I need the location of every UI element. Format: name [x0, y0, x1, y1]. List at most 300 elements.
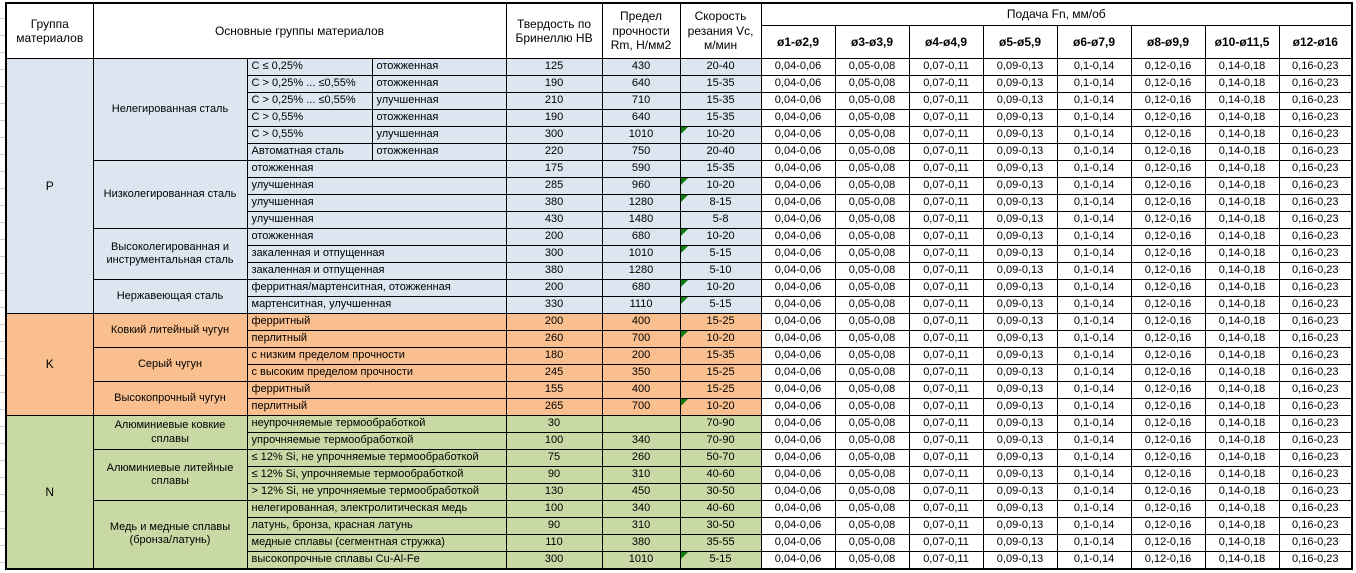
- feed-value-cell[interactable]: 0,05-0,08: [835, 501, 909, 518]
- material-detail-cell[interactable]: неупрочняемые термообработкой: [247, 416, 506, 433]
- feed-value-cell[interactable]: 0,16-0,23: [1279, 178, 1352, 195]
- feed-value-cell[interactable]: 0,09-0,13: [983, 263, 1057, 280]
- feed-value-cell[interactable]: 0,09-0,13: [983, 212, 1057, 229]
- feed-value-cell[interactable]: 0,12-0,16: [1131, 484, 1205, 501]
- feed-value-cell[interactable]: 0,16-0,23: [1279, 110, 1352, 127]
- vc-value-cell[interactable]: 70-90: [680, 433, 761, 450]
- rm-value-cell[interactable]: 640: [602, 76, 680, 93]
- col-header-cutting-speed-vc[interactable]: Скорость резания Vc, м/мин: [680, 3, 761, 59]
- material-detail-cell[interactable]: Автоматная сталь: [247, 144, 372, 161]
- feed-value-cell[interactable]: 0,1-0,14: [1057, 76, 1131, 93]
- feed-value-cell[interactable]: 0,09-0,13: [983, 484, 1057, 501]
- feed-value-cell[interactable]: 0,04-0,06: [761, 110, 835, 127]
- feed-value-cell[interactable]: 0,09-0,13: [983, 518, 1057, 535]
- feed-value-cell[interactable]: 0,05-0,08: [835, 365, 909, 382]
- feed-value-cell[interactable]: 0,07-0,11: [909, 467, 983, 484]
- subgroup-name-cell[interactable]: Высокопрочный чугун: [93, 382, 247, 416]
- material-detail-cell[interactable]: закаленная и отпущенная: [247, 263, 506, 280]
- feed-value-cell[interactable]: 0,09-0,13: [983, 161, 1057, 178]
- material-detail-cell[interactable]: нелегированная, электролитическая медь: [247, 501, 506, 518]
- feed-diameter-header[interactable]: ø6-ø7,9: [1057, 26, 1131, 59]
- vc-value-cell[interactable]: 5-10: [680, 263, 761, 280]
- feed-value-cell[interactable]: 0,1-0,14: [1057, 212, 1131, 229]
- feed-value-cell[interactable]: 0,09-0,13: [983, 144, 1057, 161]
- feed-value-cell[interactable]: 0,07-0,11: [909, 144, 983, 161]
- feed-value-cell[interactable]: 0,09-0,13: [983, 178, 1057, 195]
- subgroup-name-cell[interactable]: Нержавеющая сталь: [93, 280, 247, 314]
- hb-value-cell[interactable]: 90: [506, 518, 602, 535]
- hb-value-cell[interactable]: 265: [506, 399, 602, 416]
- feed-value-cell[interactable]: 0,16-0,23: [1279, 501, 1352, 518]
- vc-value-cell[interactable]: 5-15: [680, 297, 761, 314]
- vc-value-cell[interactable]: 30-50: [680, 518, 761, 535]
- hb-value-cell[interactable]: 100: [506, 433, 602, 450]
- feed-value-cell[interactable]: 0,16-0,23: [1279, 263, 1352, 280]
- subgroup-name-cell[interactable]: Низколегированная сталь: [93, 161, 247, 229]
- feed-value-cell[interactable]: 0,14-0,18: [1205, 127, 1279, 144]
- feed-value-cell[interactable]: 0,04-0,06: [761, 399, 835, 416]
- hb-value-cell[interactable]: 210: [506, 93, 602, 110]
- feed-value-cell[interactable]: 0,12-0,16: [1131, 195, 1205, 212]
- feed-value-cell[interactable]: 0,09-0,13: [983, 93, 1057, 110]
- feed-value-cell[interactable]: 0,1-0,14: [1057, 297, 1131, 314]
- feed-value-cell[interactable]: 0,1-0,14: [1057, 127, 1131, 144]
- vc-value-cell[interactable]: 35-55: [680, 535, 761, 552]
- feed-value-cell[interactable]: 0,05-0,08: [835, 518, 909, 535]
- feed-value-cell[interactable]: 0,16-0,23: [1279, 297, 1352, 314]
- hb-value-cell[interactable]: 190: [506, 76, 602, 93]
- vc-value-cell[interactable]: 40-60: [680, 467, 761, 484]
- feed-value-cell[interactable]: 0,14-0,18: [1205, 450, 1279, 467]
- feed-value-cell[interactable]: 0,09-0,13: [983, 314, 1057, 331]
- feed-value-cell[interactable]: 0,07-0,11: [909, 399, 983, 416]
- material-detail-cell[interactable]: улучшенная: [247, 195, 506, 212]
- vc-value-cell[interactable]: 15-35: [680, 348, 761, 365]
- feed-value-cell[interactable]: 0,14-0,18: [1205, 331, 1279, 348]
- feed-value-cell[interactable]: 0,16-0,23: [1279, 450, 1352, 467]
- feed-value-cell[interactable]: 0,14-0,18: [1205, 467, 1279, 484]
- feed-value-cell[interactable]: 0,05-0,08: [835, 144, 909, 161]
- rm-value-cell[interactable]: 700: [602, 331, 680, 348]
- hb-value-cell[interactable]: 190: [506, 110, 602, 127]
- col-header-hardness-hb[interactable]: Твердость по Бринеллю НВ: [506, 3, 602, 59]
- rm-value-cell[interactable]: 260: [602, 450, 680, 467]
- feed-value-cell[interactable]: 0,09-0,13: [983, 450, 1057, 467]
- vc-value-cell[interactable]: 5-8: [680, 212, 761, 229]
- feed-value-cell[interactable]: 0,12-0,16: [1131, 314, 1205, 331]
- hb-value-cell[interactable]: 30: [506, 416, 602, 433]
- feed-value-cell[interactable]: 0,09-0,13: [983, 331, 1057, 348]
- feed-value-cell[interactable]: 0,1-0,14: [1057, 195, 1131, 212]
- rm-value-cell[interactable]: 1480: [602, 212, 680, 229]
- feed-value-cell[interactable]: 0,09-0,13: [983, 110, 1057, 127]
- feed-value-cell[interactable]: 0,07-0,11: [909, 229, 983, 246]
- rm-value-cell[interactable]: 200: [602, 348, 680, 365]
- feed-value-cell[interactable]: 0,16-0,23: [1279, 144, 1352, 161]
- group-letter-cell[interactable]: K: [6, 314, 93, 416]
- feed-value-cell[interactable]: 0,07-0,11: [909, 331, 983, 348]
- material-detail-cell[interactable]: упрочняемые термообработкой: [247, 433, 506, 450]
- feed-value-cell[interactable]: 0,12-0,16: [1131, 297, 1205, 314]
- material-detail-cell[interactable]: улучшенная: [247, 178, 506, 195]
- feed-value-cell[interactable]: 0,05-0,08: [835, 195, 909, 212]
- subgroup-name-cell[interactable]: Серый чугун: [93, 348, 247, 382]
- feed-value-cell[interactable]: 0,14-0,18: [1205, 552, 1279, 569]
- feed-value-cell[interactable]: 0,14-0,18: [1205, 161, 1279, 178]
- feed-value-cell[interactable]: 0,09-0,13: [983, 382, 1057, 399]
- feed-value-cell[interactable]: 0,16-0,23: [1279, 467, 1352, 484]
- feed-value-cell[interactable]: 0,1-0,14: [1057, 331, 1131, 348]
- feed-value-cell[interactable]: 0,1-0,14: [1057, 110, 1131, 127]
- hb-value-cell[interactable]: 200: [506, 280, 602, 297]
- vc-value-cell[interactable]: 15-35: [680, 161, 761, 178]
- feed-value-cell[interactable]: 0,07-0,11: [909, 501, 983, 518]
- feed-value-cell[interactable]: 0,16-0,23: [1279, 331, 1352, 348]
- material-detail-cell[interactable]: медные сплавы (сегментная стружка): [247, 535, 506, 552]
- feed-value-cell[interactable]: 0,1-0,14: [1057, 314, 1131, 331]
- feed-value-cell[interactable]: 0,07-0,11: [909, 552, 983, 569]
- feed-value-cell[interactable]: 0,1-0,14: [1057, 246, 1131, 263]
- feed-value-cell[interactable]: 0,05-0,08: [835, 59, 909, 76]
- material-state-cell[interactable]: улучшенная: [372, 93, 506, 110]
- feed-value-cell[interactable]: 0,07-0,11: [909, 348, 983, 365]
- feed-value-cell[interactable]: 0,09-0,13: [983, 280, 1057, 297]
- material-detail-cell[interactable]: перлитный: [247, 331, 506, 348]
- feed-value-cell[interactable]: 0,14-0,18: [1205, 280, 1279, 297]
- feed-value-cell[interactable]: 0,14-0,18: [1205, 263, 1279, 280]
- feed-value-cell[interactable]: 0,04-0,06: [761, 246, 835, 263]
- rm-value-cell[interactable]: 1010: [602, 127, 680, 144]
- feed-value-cell[interactable]: 0,09-0,13: [983, 535, 1057, 552]
- hb-value-cell[interactable]: 260: [506, 331, 602, 348]
- feed-value-cell[interactable]: 0,09-0,13: [983, 229, 1057, 246]
- feed-value-cell[interactable]: 0,14-0,18: [1205, 246, 1279, 263]
- material-detail-cell[interactable]: закаленная и отпущенная: [247, 246, 506, 263]
- material-detail-cell[interactable]: с высоким пределом прочности: [247, 365, 506, 382]
- feed-value-cell[interactable]: 0,07-0,11: [909, 314, 983, 331]
- feed-value-cell[interactable]: 0,16-0,23: [1279, 348, 1352, 365]
- hb-value-cell[interactable]: 300: [506, 127, 602, 144]
- feed-value-cell[interactable]: 0,04-0,06: [761, 331, 835, 348]
- feed-value-cell[interactable]: 0,14-0,18: [1205, 297, 1279, 314]
- feed-value-cell[interactable]: 0,14-0,18: [1205, 144, 1279, 161]
- feed-value-cell[interactable]: 0,07-0,11: [909, 263, 983, 280]
- feed-value-cell[interactable]: 0,05-0,08: [835, 76, 909, 93]
- feed-value-cell[interactable]: 0,05-0,08: [835, 280, 909, 297]
- feed-value-cell[interactable]: 0,04-0,06: [761, 263, 835, 280]
- feed-value-cell[interactable]: 0,04-0,06: [761, 467, 835, 484]
- material-detail-cell[interactable]: отожженная: [247, 161, 506, 178]
- feed-value-cell[interactable]: 0,14-0,18: [1205, 212, 1279, 229]
- feed-value-cell[interactable]: 0,1-0,14: [1057, 365, 1131, 382]
- feed-value-cell[interactable]: 0,12-0,16: [1131, 382, 1205, 399]
- feed-value-cell[interactable]: 0,04-0,06: [761, 535, 835, 552]
- vc-value-cell[interactable]: 10-20: [680, 229, 761, 246]
- feed-value-cell[interactable]: 0,16-0,23: [1279, 127, 1352, 144]
- feed-value-cell[interactable]: 0,1-0,14: [1057, 178, 1131, 195]
- hb-value-cell[interactable]: 380: [506, 195, 602, 212]
- vc-value-cell[interactable]: 10-20: [680, 280, 761, 297]
- vc-value-cell[interactable]: 70-90: [680, 416, 761, 433]
- material-detail-cell[interactable]: улучшенная: [247, 212, 506, 229]
- feed-value-cell[interactable]: 0,16-0,23: [1279, 280, 1352, 297]
- subgroup-name-cell[interactable]: Нелегированная сталь: [93, 59, 247, 161]
- feed-value-cell[interactable]: 0,07-0,11: [909, 280, 983, 297]
- feed-value-cell[interactable]: 0,07-0,11: [909, 484, 983, 501]
- feed-value-cell[interactable]: 0,09-0,13: [983, 348, 1057, 365]
- feed-value-cell[interactable]: 0,09-0,13: [983, 297, 1057, 314]
- feed-value-cell[interactable]: 0,1-0,14: [1057, 450, 1131, 467]
- subgroup-name-cell[interactable]: Алюминиевые ковкие сплавы: [93, 416, 247, 450]
- feed-value-cell[interactable]: 0,12-0,16: [1131, 433, 1205, 450]
- material-detail-cell[interactable]: ≤ 12% Si, упрочняемые термообработкой: [247, 467, 506, 484]
- feed-value-cell[interactable]: 0,05-0,08: [835, 212, 909, 229]
- feed-value-cell[interactable]: 0,12-0,16: [1131, 535, 1205, 552]
- feed-value-cell[interactable]: 0,12-0,16: [1131, 93, 1205, 110]
- feed-value-cell[interactable]: 0,07-0,11: [909, 178, 983, 195]
- feed-value-cell[interactable]: 0,04-0,06: [761, 59, 835, 76]
- feed-value-cell[interactable]: 0,04-0,06: [761, 280, 835, 297]
- feed-value-cell[interactable]: 0,04-0,06: [761, 433, 835, 450]
- feed-value-cell[interactable]: 0,07-0,11: [909, 59, 983, 76]
- group-letter-cell[interactable]: P: [6, 59, 93, 314]
- feed-value-cell[interactable]: 0,1-0,14: [1057, 161, 1131, 178]
- material-detail-cell[interactable]: ферритный: [247, 314, 506, 331]
- feed-value-cell[interactable]: 0,1-0,14: [1057, 535, 1131, 552]
- feed-value-cell[interactable]: 0,1-0,14: [1057, 280, 1131, 297]
- material-detail-cell[interactable]: C > 0,25% ... ≤0,55%: [247, 76, 372, 93]
- feed-value-cell[interactable]: 0,09-0,13: [983, 467, 1057, 484]
- feed-value-cell[interactable]: 0,16-0,23: [1279, 93, 1352, 110]
- feed-value-cell[interactable]: 0,14-0,18: [1205, 178, 1279, 195]
- rm-value-cell[interactable]: 430: [602, 59, 680, 76]
- feed-value-cell[interactable]: 0,12-0,16: [1131, 467, 1205, 484]
- hb-value-cell[interactable]: 300: [506, 246, 602, 263]
- feed-value-cell[interactable]: 0,07-0,11: [909, 535, 983, 552]
- feed-value-cell[interactable]: 0,16-0,23: [1279, 552, 1352, 569]
- feed-value-cell[interactable]: 0,05-0,08: [835, 178, 909, 195]
- feed-value-cell[interactable]: 0,05-0,08: [835, 416, 909, 433]
- rm-value-cell[interactable]: [602, 416, 680, 433]
- feed-value-cell[interactable]: 0,14-0,18: [1205, 365, 1279, 382]
- feed-value-cell[interactable]: 0,05-0,08: [835, 450, 909, 467]
- rm-value-cell[interactable]: 340: [602, 433, 680, 450]
- feed-value-cell[interactable]: 0,04-0,06: [761, 229, 835, 246]
- feed-value-cell[interactable]: 0,16-0,23: [1279, 433, 1352, 450]
- feed-value-cell[interactable]: 0,09-0,13: [983, 127, 1057, 144]
- feed-value-cell[interactable]: 0,16-0,23: [1279, 365, 1352, 382]
- hb-value-cell[interactable]: 300: [506, 552, 602, 569]
- feed-value-cell[interactable]: 0,05-0,08: [835, 382, 909, 399]
- feed-value-cell[interactable]: 0,1-0,14: [1057, 399, 1131, 416]
- hb-value-cell[interactable]: 200: [506, 229, 602, 246]
- vc-value-cell[interactable]: 5-15: [680, 552, 761, 569]
- feed-value-cell[interactable]: 0,12-0,16: [1131, 348, 1205, 365]
- hb-value-cell[interactable]: 220: [506, 144, 602, 161]
- feed-value-cell[interactable]: 0,09-0,13: [983, 195, 1057, 212]
- feed-value-cell[interactable]: 0,12-0,16: [1131, 229, 1205, 246]
- feed-value-cell[interactable]: 0,16-0,23: [1279, 518, 1352, 535]
- feed-value-cell[interactable]: 0,07-0,11: [909, 161, 983, 178]
- hb-value-cell[interactable]: 130: [506, 484, 602, 501]
- feed-value-cell[interactable]: 0,14-0,18: [1205, 59, 1279, 76]
- hb-value-cell[interactable]: 155: [506, 382, 602, 399]
- material-detail-cell[interactable]: > 12% Si, не упрочняемые термообработкой: [247, 484, 506, 501]
- feed-value-cell[interactable]: 0,04-0,06: [761, 127, 835, 144]
- hb-value-cell[interactable]: 330: [506, 297, 602, 314]
- vc-value-cell[interactable]: 50-70: [680, 450, 761, 467]
- material-state-cell[interactable]: улучшенная: [372, 127, 506, 144]
- feed-value-cell[interactable]: 0,04-0,06: [761, 76, 835, 93]
- material-detail-cell[interactable]: C > 0,55%: [247, 127, 372, 144]
- material-detail-cell[interactable]: C ≤ 0,25%: [247, 59, 372, 76]
- feed-value-cell[interactable]: 0,09-0,13: [983, 501, 1057, 518]
- vc-value-cell[interactable]: 10-20: [680, 331, 761, 348]
- feed-value-cell[interactable]: 0,14-0,18: [1205, 484, 1279, 501]
- feed-value-cell[interactable]: 0,07-0,11: [909, 365, 983, 382]
- feed-value-cell[interactable]: 0,04-0,06: [761, 484, 835, 501]
- feed-value-cell[interactable]: 0,12-0,16: [1131, 59, 1205, 76]
- rm-value-cell[interactable]: 1280: [602, 263, 680, 280]
- subgroup-name-cell[interactable]: Медь и медные сплавы (бронза/латунь): [93, 501, 247, 569]
- col-header-main-groups[interactable]: Основные группы материалов: [93, 3, 506, 59]
- feed-value-cell[interactable]: 0,16-0,23: [1279, 535, 1352, 552]
- vc-value-cell[interactable]: 15-35: [680, 93, 761, 110]
- feed-value-cell[interactable]: 0,05-0,08: [835, 552, 909, 569]
- rm-value-cell[interactable]: 400: [602, 382, 680, 399]
- col-header-strength-rm[interactable]: Предел прочности Rm, Н/мм2: [602, 3, 680, 59]
- feed-value-cell[interactable]: 0,12-0,16: [1131, 518, 1205, 535]
- feed-value-cell[interactable]: 0,05-0,08: [835, 93, 909, 110]
- vc-value-cell[interactable]: 15-35: [680, 76, 761, 93]
- feed-value-cell[interactable]: 0,12-0,16: [1131, 144, 1205, 161]
- feed-diameter-header[interactable]: ø12-ø16: [1279, 26, 1352, 59]
- feed-value-cell[interactable]: 0,04-0,06: [761, 501, 835, 518]
- feed-value-cell[interactable]: 0,14-0,18: [1205, 314, 1279, 331]
- feed-value-cell[interactable]: 0,07-0,11: [909, 110, 983, 127]
- feed-value-cell[interactable]: 0,1-0,14: [1057, 484, 1131, 501]
- feed-value-cell[interactable]: 0,16-0,23: [1279, 212, 1352, 229]
- feed-value-cell[interactable]: 0,09-0,13: [983, 433, 1057, 450]
- hb-value-cell[interactable]: 110: [506, 535, 602, 552]
- material-state-cell[interactable]: отожженная: [372, 59, 506, 76]
- vc-value-cell[interactable]: 15-25: [680, 314, 761, 331]
- feed-value-cell[interactable]: 0,12-0,16: [1131, 127, 1205, 144]
- vc-value-cell[interactable]: 15-25: [680, 382, 761, 399]
- feed-value-cell[interactable]: 0,05-0,08: [835, 246, 909, 263]
- vc-value-cell[interactable]: 20-40: [680, 144, 761, 161]
- feed-value-cell[interactable]: 0,09-0,13: [983, 399, 1057, 416]
- feed-value-cell[interactable]: 0,04-0,06: [761, 552, 835, 569]
- feed-value-cell[interactable]: 0,16-0,23: [1279, 195, 1352, 212]
- hb-value-cell[interactable]: 285: [506, 178, 602, 195]
- material-detail-cell[interactable]: C > 0,55%: [247, 110, 372, 127]
- feed-value-cell[interactable]: 0,04-0,06: [761, 314, 835, 331]
- vc-value-cell[interactable]: 20-40: [680, 59, 761, 76]
- feed-diameter-header[interactable]: ø10-ø11,5: [1205, 26, 1279, 59]
- feed-value-cell[interactable]: 0,12-0,16: [1131, 263, 1205, 280]
- feed-value-cell[interactable]: 0,05-0,08: [835, 467, 909, 484]
- feed-value-cell[interactable]: 0,09-0,13: [983, 365, 1057, 382]
- feed-value-cell[interactable]: 0,1-0,14: [1057, 144, 1131, 161]
- rm-value-cell[interactable]: 700: [602, 399, 680, 416]
- rm-value-cell[interactable]: 680: [602, 229, 680, 246]
- hb-value-cell[interactable]: 245: [506, 365, 602, 382]
- feed-value-cell[interactable]: 0,1-0,14: [1057, 263, 1131, 280]
- hb-value-cell[interactable]: 200: [506, 314, 602, 331]
- feed-diameter-header[interactable]: ø5-ø5,9: [983, 26, 1057, 59]
- feed-value-cell[interactable]: 0,05-0,08: [835, 263, 909, 280]
- rm-value-cell[interactable]: 340: [602, 501, 680, 518]
- material-detail-cell[interactable]: ферритная/мартенситная, отожженная: [247, 280, 506, 297]
- rm-value-cell[interactable]: 710: [602, 93, 680, 110]
- feed-value-cell[interactable]: 0,12-0,16: [1131, 399, 1205, 416]
- feed-diameter-header[interactable]: ø1-ø2,9: [761, 26, 835, 59]
- feed-value-cell[interactable]: 0,16-0,23: [1279, 416, 1352, 433]
- feed-value-cell[interactable]: 0,16-0,23: [1279, 76, 1352, 93]
- col-header-material-group[interactable]: Группа материалов: [6, 3, 93, 59]
- feed-value-cell[interactable]: 0,12-0,16: [1131, 76, 1205, 93]
- feed-value-cell[interactable]: 0,1-0,14: [1057, 518, 1131, 535]
- rm-value-cell[interactable]: 400: [602, 314, 680, 331]
- rm-value-cell[interactable]: 1280: [602, 195, 680, 212]
- feed-value-cell[interactable]: 0,07-0,11: [909, 127, 983, 144]
- vc-value-cell[interactable]: 10-20: [680, 127, 761, 144]
- feed-value-cell[interactable]: 0,14-0,18: [1205, 76, 1279, 93]
- feed-value-cell[interactable]: 0,14-0,18: [1205, 518, 1279, 535]
- feed-value-cell[interactable]: 0,07-0,11: [909, 518, 983, 535]
- feed-value-cell[interactable]: 0,12-0,16: [1131, 246, 1205, 263]
- feed-value-cell[interactable]: 0,04-0,06: [761, 416, 835, 433]
- vc-value-cell[interactable]: 15-35: [680, 110, 761, 127]
- feed-value-cell[interactable]: 0,14-0,18: [1205, 433, 1279, 450]
- material-state-cell[interactable]: отожженная: [372, 144, 506, 161]
- hb-value-cell[interactable]: 180: [506, 348, 602, 365]
- feed-value-cell[interactable]: 0,1-0,14: [1057, 229, 1131, 246]
- rm-value-cell[interactable]: 680: [602, 280, 680, 297]
- feed-value-cell[interactable]: 0,16-0,23: [1279, 59, 1352, 76]
- feed-value-cell[interactable]: 0,04-0,06: [761, 178, 835, 195]
- hb-value-cell[interactable]: 380: [506, 263, 602, 280]
- feed-value-cell[interactable]: 0,12-0,16: [1131, 110, 1205, 127]
- vc-value-cell[interactable]: 40-60: [680, 501, 761, 518]
- rm-value-cell[interactable]: 1010: [602, 246, 680, 263]
- vc-value-cell[interactable]: 30-50: [680, 484, 761, 501]
- feed-value-cell[interactable]: 0,07-0,11: [909, 297, 983, 314]
- feed-value-cell[interactable]: 0,1-0,14: [1057, 433, 1131, 450]
- vc-value-cell[interactable]: 15-25: [680, 365, 761, 382]
- feed-value-cell[interactable]: 0,07-0,11: [909, 382, 983, 399]
- feed-value-cell[interactable]: 0,05-0,08: [835, 161, 909, 178]
- rm-value-cell[interactable]: 310: [602, 467, 680, 484]
- feed-value-cell[interactable]: 0,14-0,18: [1205, 535, 1279, 552]
- feed-value-cell[interactable]: 0,14-0,18: [1205, 348, 1279, 365]
- feed-value-cell[interactable]: 0,14-0,18: [1205, 399, 1279, 416]
- feed-value-cell[interactable]: 0,14-0,18: [1205, 501, 1279, 518]
- col-header-feed-title[interactable]: Подача Fn, мм/об: [761, 3, 1352, 26]
- feed-value-cell[interactable]: 0,04-0,06: [761, 144, 835, 161]
- feed-value-cell[interactable]: 0,07-0,11: [909, 450, 983, 467]
- feed-value-cell[interactable]: 0,16-0,23: [1279, 229, 1352, 246]
- material-detail-cell[interactable]: отожженная: [247, 229, 506, 246]
- feed-value-cell[interactable]: 0,12-0,16: [1131, 161, 1205, 178]
- vc-value-cell[interactable]: 5-15: [680, 246, 761, 263]
- feed-diameter-header[interactable]: ø3-ø3,9: [835, 26, 909, 59]
- feed-value-cell[interactable]: 0,1-0,14: [1057, 59, 1131, 76]
- feed-value-cell[interactable]: 0,04-0,06: [761, 297, 835, 314]
- rm-value-cell[interactable]: 640: [602, 110, 680, 127]
- vc-value-cell[interactable]: 10-20: [680, 178, 761, 195]
